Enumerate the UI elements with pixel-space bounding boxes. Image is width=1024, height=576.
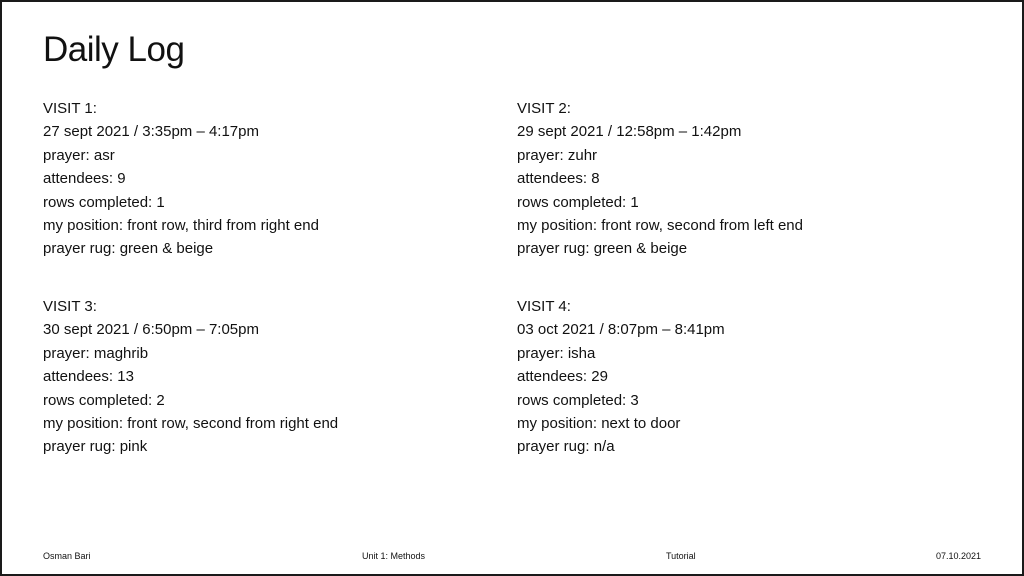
footer-type: Tutorial <box>666 551 696 561</box>
visit-prayer-rug: prayer rug: green & beige <box>43 240 214 258</box>
visit-prayer: prayer: maghrib <box>43 344 149 362</box>
visit-position: my position: front row, third from right end <box>43 217 319 235</box>
visit-rows-completed: rows completed: 1 <box>43 193 165 211</box>
visit-block-3 <box>43 295 483 459</box>
visit-prayer: prayer: isha <box>517 344 596 362</box>
visit-attendees: attendees: 13 <box>43 368 134 386</box>
visit-position: my position: front row, second from left end <box>517 217 803 235</box>
footer <box>43 549 981 563</box>
footer-unit: Unit 1: Methods <box>362 551 426 561</box>
visit-block-1 <box>43 97 483 261</box>
visit-prayer: prayer: zuhr <box>517 146 598 164</box>
visit-prayer-rug: prayer rug: green & beige <box>517 240 688 258</box>
visit-position: my position: next to door <box>517 415 681 433</box>
visit-prayer-rug: prayer rug: pink <box>43 438 148 456</box>
visit-rows-completed: rows completed: 1 <box>517 193 639 211</box>
visit-attendees: attendees: 9 <box>43 170 126 188</box>
visit-prayer: prayer: asr <box>43 146 115 164</box>
visit-rows-completed: rows completed: 2 <box>43 391 165 409</box>
visit-block-2 <box>517 97 957 261</box>
footer-date: 07.10.2021 <box>935 551 981 561</box>
visit-datetime: 29 sept 2021 / 12:58pm – 1:42pm <box>517 123 742 141</box>
visit-heading: VISIT 4: <box>517 298 571 315</box>
visit-block-4 <box>517 295 957 459</box>
visit-rows-completed: rows completed: 3 <box>517 391 639 409</box>
footer-author: Osman Bari <box>43 551 91 561</box>
visit-prayer-rug: prayer rug: n/a <box>517 438 615 456</box>
visit-datetime: 30 sept 2021 / 6:50pm – 7:05pm <box>43 321 259 339</box>
visit-datetime: 27 sept 2021 / 3:35pm – 4:17pm <box>43 123 259 141</box>
visit-attendees: attendees: 29 <box>517 368 608 386</box>
visit-datetime: 03 oct 2021 / 8:07pm – 8:41pm <box>517 321 725 339</box>
visit-heading: VISIT 2: <box>517 100 571 117</box>
page-title: Daily Log <box>43 30 185 69</box>
visit-heading: VISIT 1: <box>43 100 97 117</box>
visit-position: my position: front row, second from right end <box>43 415 339 433</box>
visit-heading: VISIT 3: <box>43 298 97 315</box>
visit-attendees: attendees: 8 <box>517 170 600 188</box>
